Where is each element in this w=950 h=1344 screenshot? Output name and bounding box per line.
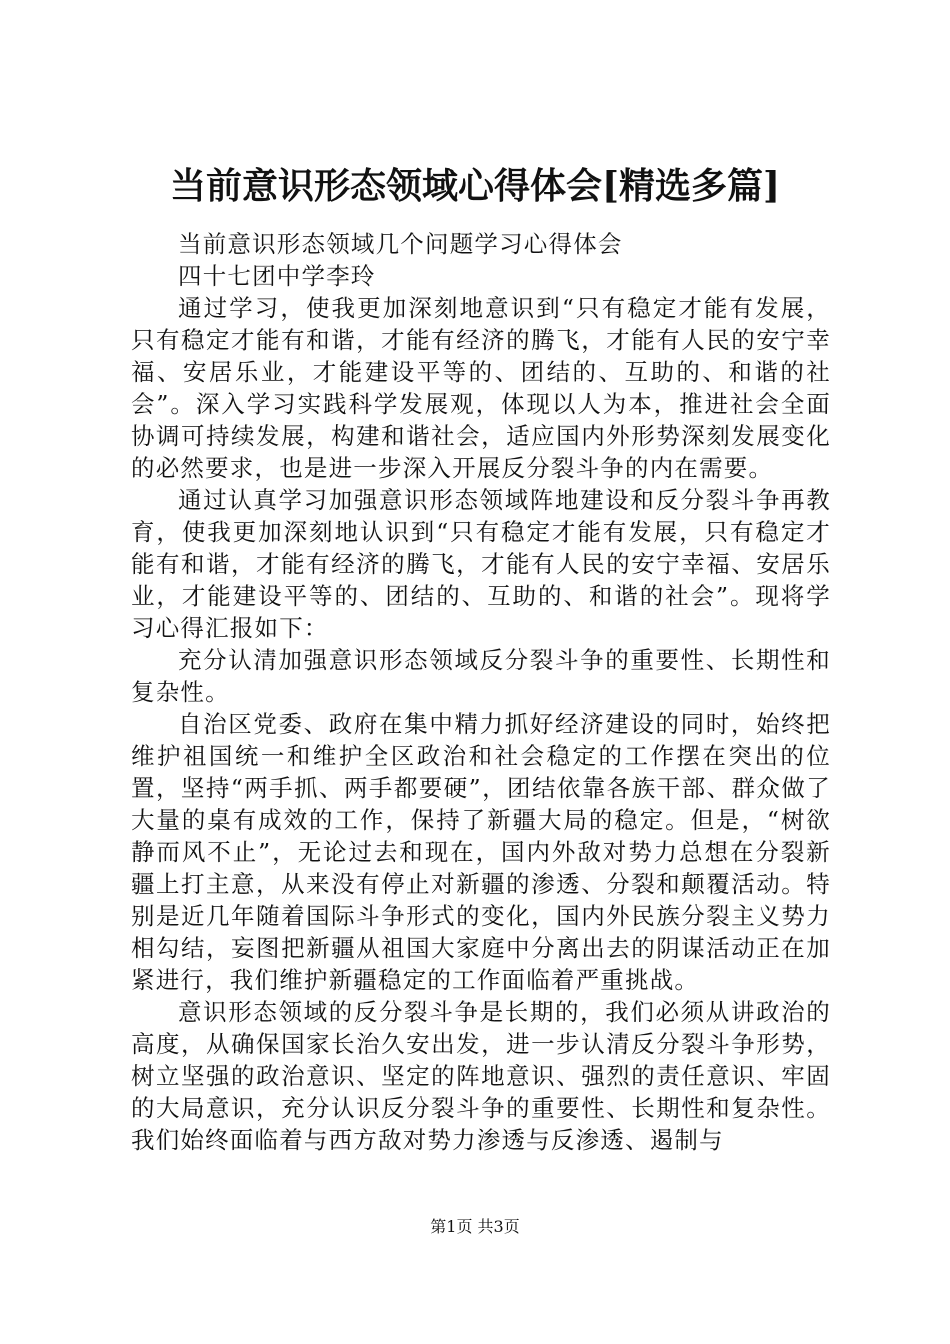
body-paragraph: 自治区党委、政府在集中精力抓好经济建设的同时，始终把维护祖国统一和维护全区政治和社会稳定的工作摆在突出的位置，坚持“两手抓、两手都要硬”，团结依靠各族干部、群众做了大量的桌有成效的工作，保持了新疆大局的稳定。但是，“树欲静而风不止”，无论过去和现在，国内外敌对势力总想在分裂新疆上打主意，从来没有停止对新疆的渗透、分裂和颠覆活动。特别是近几年随着国际斗争形式的变化，国内外民族分裂主义势力相勾结，妄图把新疆从祖国大家庭中分离出去的阴谋活动正在加紧进行，我们维护新疆稳定的工作面临着严重挑战。 bbox=[131, 710, 831, 994]
subtitle-paragraph: 当前意识形态领域几个问题学习心得体会 bbox=[178, 230, 623, 258]
document-body bbox=[131, 228, 831, 1156]
body-paragraph: 通过认真学习加强意识形态领域阵地建设和反分裂斗争再教育，使我更加深刻地认识到“只有稳定才能有发展，只有稳定才能有和谐，才能有经济的腾飞，才能有人民的安宁幸福、安居乐业，才能建设平等的、团结的、互助的、和谐的社会”。现将学习心得汇报如下： bbox=[131, 486, 831, 642]
document-title: 当前意识形态领域心得体会[精选多篇] bbox=[169, 165, 781, 207]
author-paragraph: 四十七团中学李玲 bbox=[178, 262, 376, 290]
body-paragraph: 意识形态领域的反分裂斗争是长期的，我们必须从讲政治的高度，从确保国家长治久安出发，进一步认清反分裂斗争形势，树立坚强的政治意识、坚定的阵地意识、强烈的责任意识、牢固的大局意识，充分认识反分裂斗争的重要性、长期性和复杂性。我们始终面临着与西方敌对势力渗透与反渗透、遏制与 bbox=[131, 998, 831, 1154]
page-number-footer: 第1页 共3页 bbox=[430, 1217, 520, 1236]
body-paragraph: 通过学习，使我更加深刻地意识到“只有稳定才能有发展，只有稳定才能有和谐，才能有经济的腾飞，才能有人民的安宁幸福、安居乐业，才能建设平等的、团结的、互助的、和谐的社会”。深入学习实践科学发展观，体现以人为本，推进社会全面协调可持续发展，构建和谐社会，适应国内外形势深刻发展变化的必然要求，也是进一步深入开展反分裂斗争的内在需要。 bbox=[131, 294, 831, 482]
body-paragraph: 充分认清加强意识形态领域反分裂斗争的重要性、长期性和复杂性。 bbox=[131, 646, 831, 706]
